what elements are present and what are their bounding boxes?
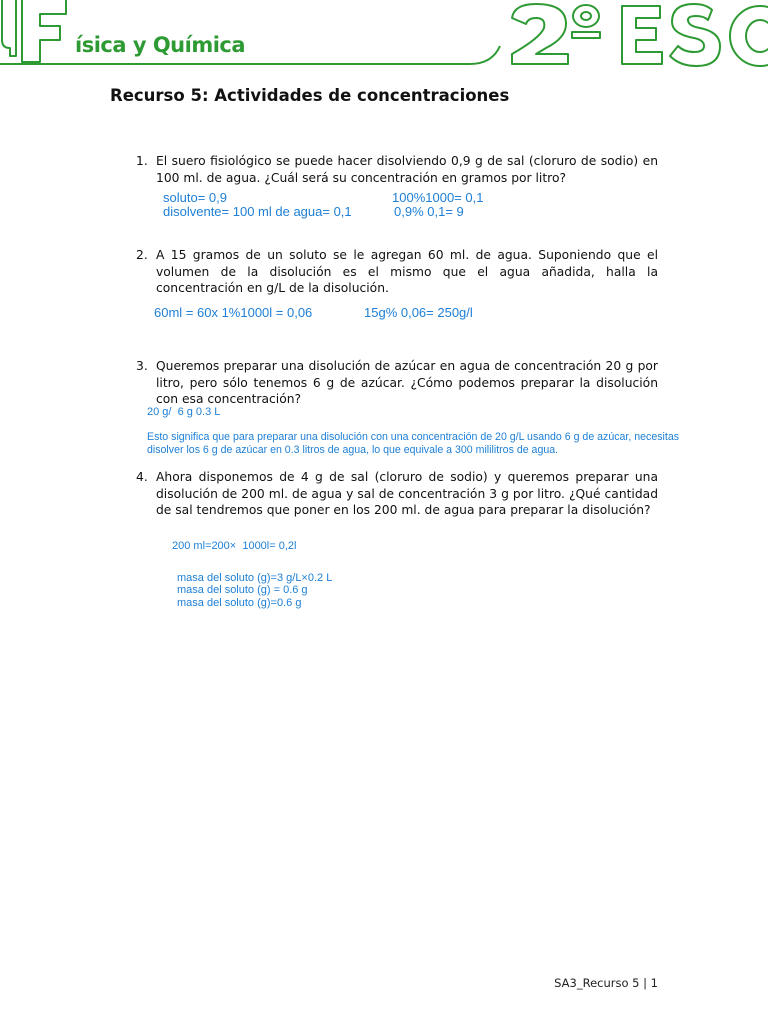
answer-line: 200 ml=200× 1000l= 0,2l [172,540,297,552]
question-number: 1. [136,154,148,168]
question-text: A 15 gramos de un soluto se le agregan 60 ml. de agua. Suponiendo que el volumen de la disolución es el mismo que el agua añadida, halla la concentración en g/L de la disolución. [156,248,658,296]
question-1 [136,153,658,186]
question-2 [136,247,658,297]
answer-line: 100%1000= 0,1 [392,190,484,205]
question-number: 3. [136,359,148,373]
subject-title: ísica y Química [75,33,246,57]
question-3 [136,358,658,408]
answer-line: disolvente= 100 ml de agua= 0,1 [163,204,352,219]
answer-line: soluto= 0,9 [163,190,227,205]
big-o-letter-icon [730,6,768,66]
question-text: Queremos preparar una disolución de azúcar en agua de concentración 20 g por litro, pero sólo tenemos 6 g de azúcar. ¿Cómo podemos preparar la disolución con esa concentración? [156,359,658,407]
page-footer: SA3_Recurso 5 | 1 [554,976,658,990]
ordinal-o-icon [573,5,599,27]
question-number: 4. [136,470,148,484]
answer-line: 0,9% 0,1= 9 [394,204,464,219]
big-e-letter-icon [622,6,662,64]
answer-line: masa del soluto (g)=0.6 g [177,597,302,609]
answer-line: masa del soluto (g)=3 g/L×0.2 L [177,572,333,584]
big-two-letter-icon [512,4,568,64]
answer-line: masa del soluto (g) = 0.6 g [177,584,308,596]
answer-line: 20 g/ 6 g 0.3 L [147,406,221,418]
page-title: Recurso 5: Actividades de concentraciones [110,86,510,105]
question-text: El suero fisiológico se puede hacer disolviendo 0,9 g de sal (cloruro de sodio) en 100 ml. de agua. ¿Cuál será su concentración en gramos por litro? [156,154,658,185]
answer-line: Esto significa que para preparar una disolución con una concentración de 20 g/L usando 6 g de azúcar, necesitas [147,431,680,443]
answer-line: disolver los 6 g de azúcar en 0.3 litros de agua, lo que equivale a 300 mililitros de agua. [147,444,559,456]
answer-line: 15g% 0,06= 250g/l [364,305,473,320]
big-s-letter-icon [670,4,720,66]
question-4 [136,469,658,519]
answer-line: 60ml = 60x 1%1000l = 0,06 [154,305,313,320]
question-text: Ahora disponemos de 4 g de sal (cloruro de sodio) y queremos preparar una disolución de 200 ml. de agua y sal de concentración 3 g por litro. ¿Qué cantidad de sal tendremos que poner en los 200 ml. de agua para preparar la disolución? [156,470,658,518]
question-number: 2. [136,248,148,262]
header-left-bar-icon [2,0,16,56]
big-f-letter-icon [22,0,66,62]
